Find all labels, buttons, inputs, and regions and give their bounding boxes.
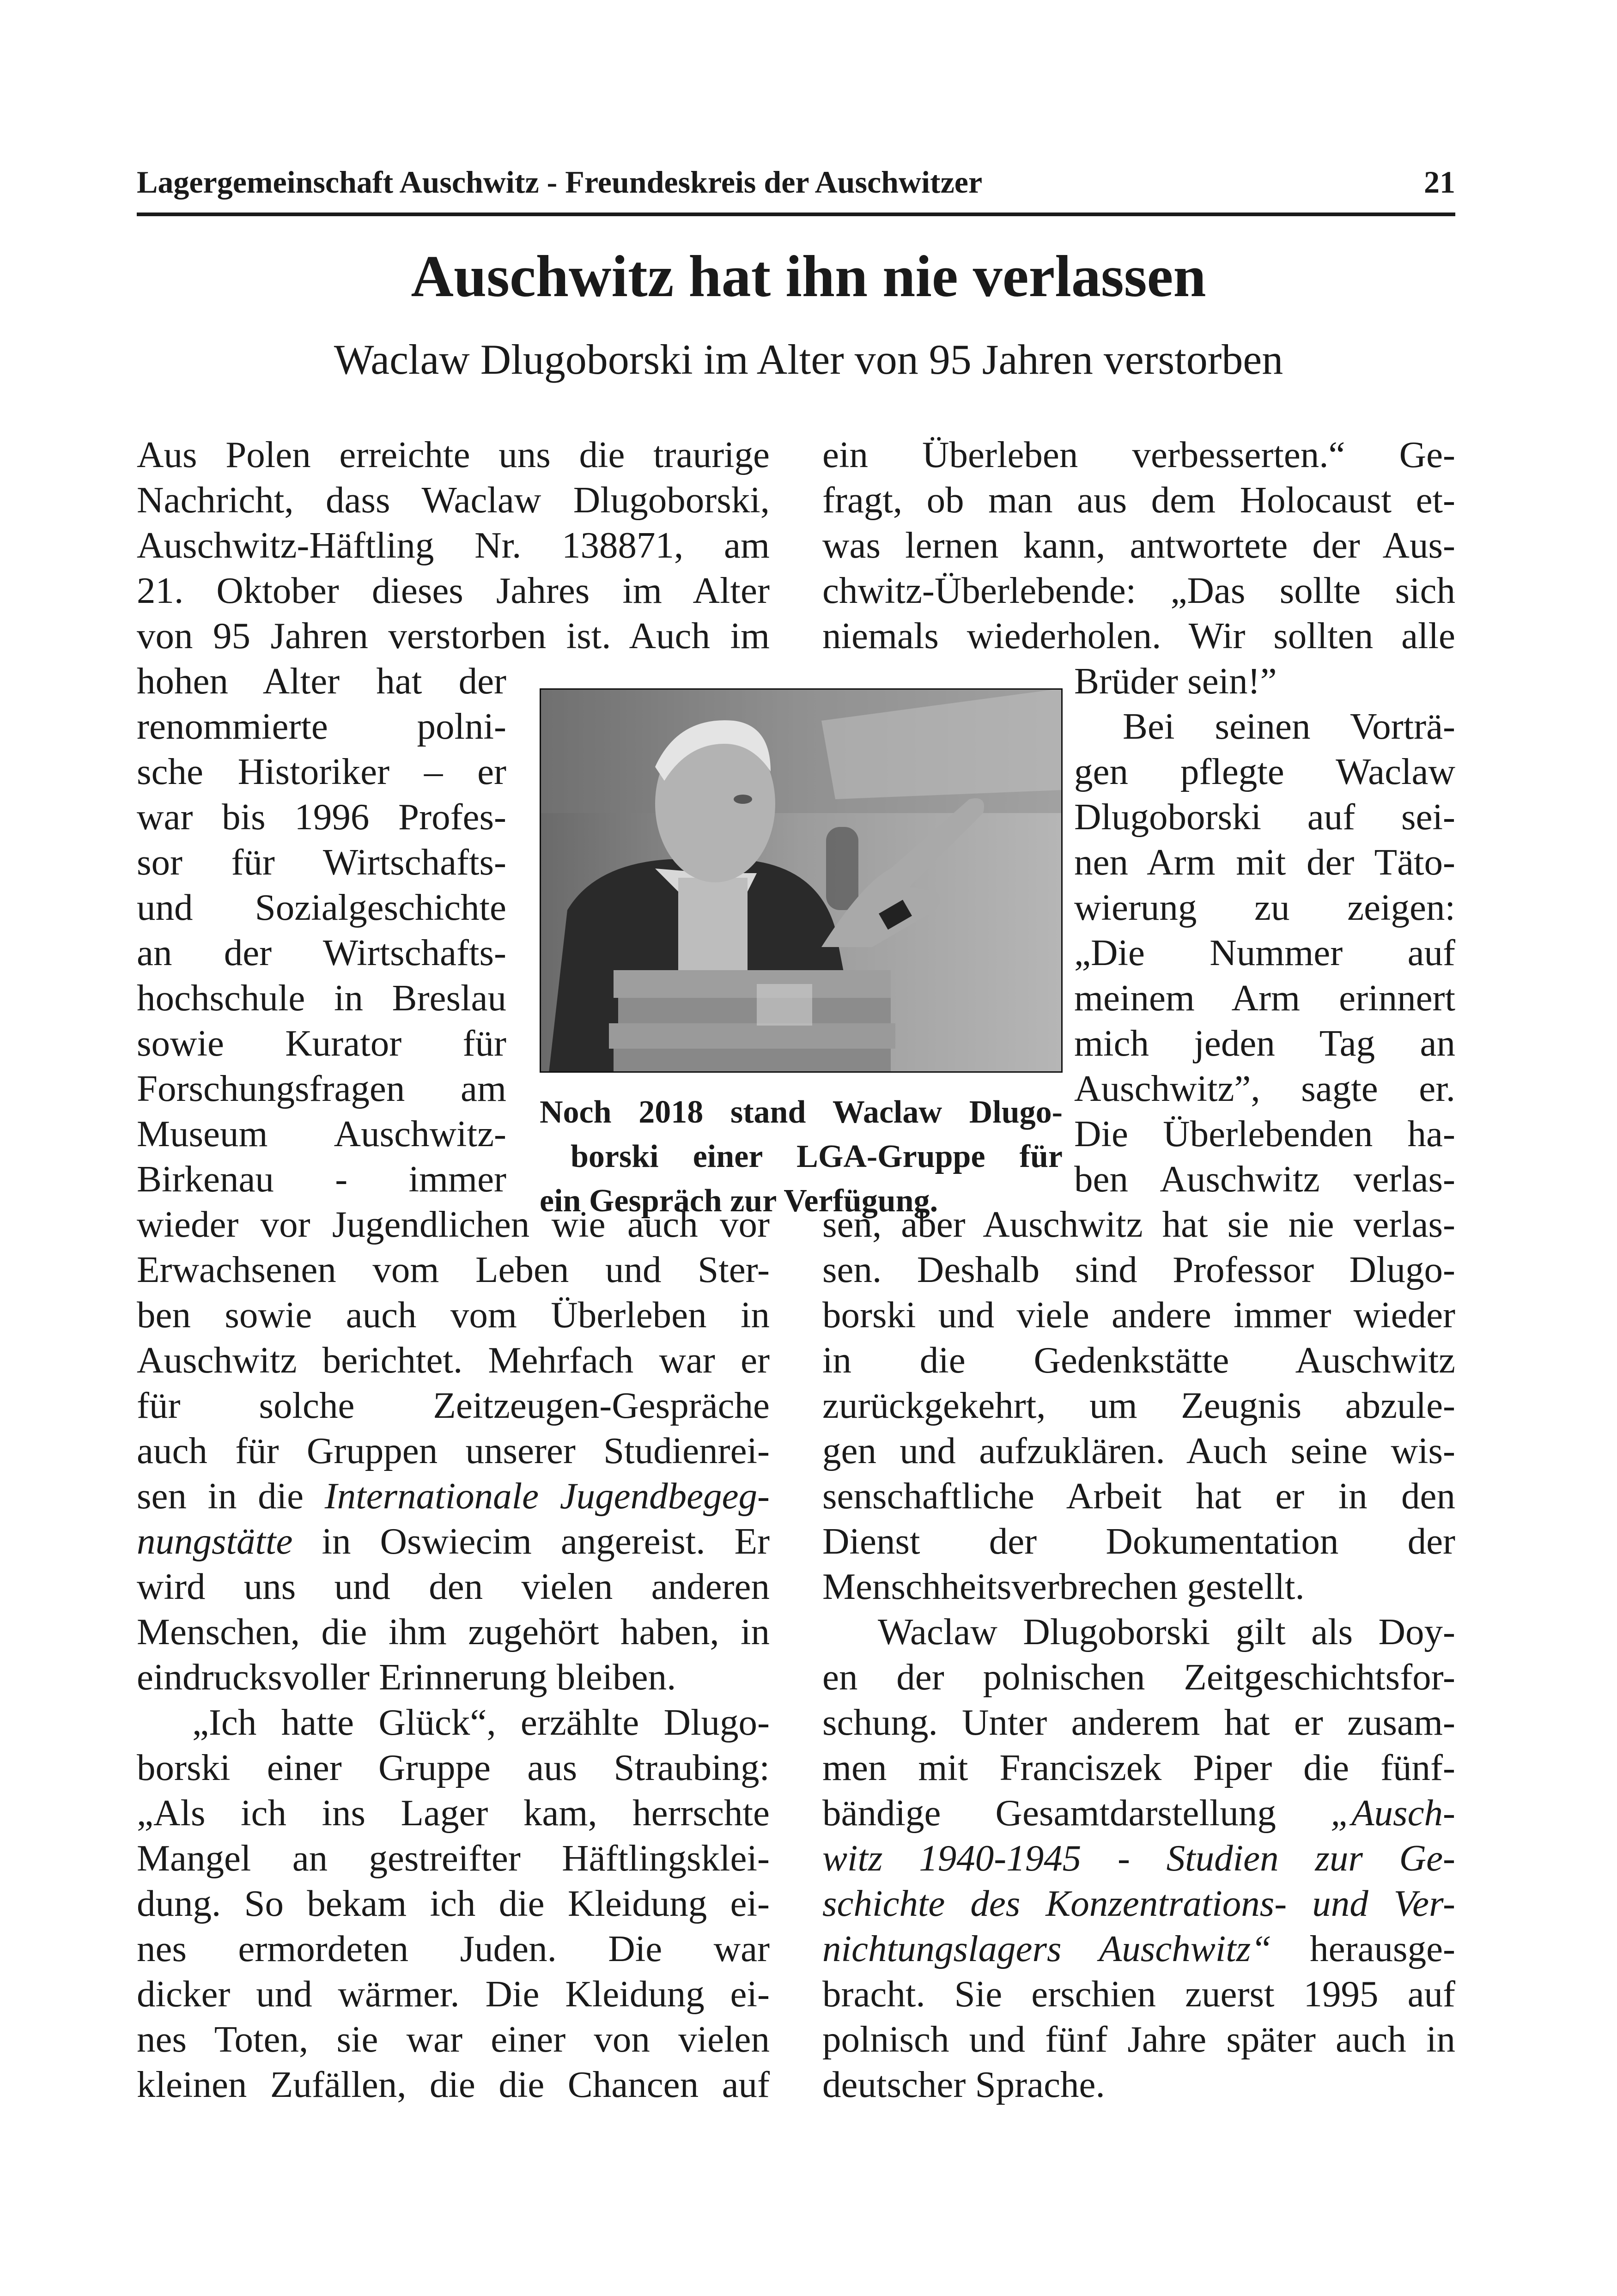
body-line: Birkenau - immer <box>137 1158 506 1200</box>
body-text-italic: nichtungslagers Auschwitz“ <box>822 1928 1272 1969</box>
body-line: ben Auschwitz verlas- <box>1074 1158 1455 1200</box>
article-photo <box>540 688 1063 1073</box>
body-text: herausge- <box>1271 1928 1455 1969</box>
body-line: hochschule in Breslau <box>137 977 506 1019</box>
body-line <box>822 1790 1455 1835</box>
body-line: sowie Kurator für <box>137 1022 506 1064</box>
body-text-italic: „Ausch- <box>1331 1792 1455 1834</box>
photo-caption-line: ein Gespräch zur Verfügung. <box>540 1183 938 1219</box>
body-line: Aus Polen erreichte uns die traurige <box>137 434 770 475</box>
body-line: von 95 Jahren verstorben ist. Auch im <box>137 615 770 656</box>
body-text-italic: Internationale Jugendbegeg- <box>324 1475 770 1517</box>
body-text: in Oswiecim angereist. Er <box>292 1520 770 1562</box>
body-line: eindrucksvoller Erinnerung bleiben. <box>137 1656 676 1698</box>
photo-image <box>540 688 1063 1073</box>
body-line: gen pflegte Waclaw <box>1074 751 1455 792</box>
body-line: was lernen kann, antwortete der Aus- <box>822 524 1455 566</box>
body-line: Museum Auschwitz- <box>137 1113 506 1154</box>
body-line: fragt, ob man aus dem Holocaust et- <box>822 479 1455 521</box>
body-line: Die Überlebenden ha- <box>1074 1113 1455 1154</box>
body-line: chwitz-Überlebende: „Das sollte sich <box>822 570 1455 611</box>
body-text-italic: nungstätte <box>137 1520 293 1562</box>
body-line: wieder vor Jugendlichen wie auch vor <box>137 1203 770 1245</box>
running-header: Lagergemeinschaft Auschwitz - Freundeskreis der Auschwitzer <box>137 164 983 200</box>
body-line: mich jeden Tag an <box>1074 1022 1455 1064</box>
body-line: Dlugoborski auf sei- <box>1074 796 1455 838</box>
body-line: kleinen Zufällen, die die Chancen auf <box>137 2064 770 2105</box>
body-line: nen Arm mit der Täto- <box>1074 841 1455 883</box>
body-line: zurückgekehrt, um Zeugnis abzule- <box>822 1385 1455 1426</box>
body-line: meinem Arm erinnert <box>1074 977 1455 1019</box>
body-text: bändige Gesamtdarstellung <box>822 1792 1331 1834</box>
body-line: renommierte polni- <box>137 705 506 747</box>
body-line: witz 1940-1945 - Studien zur Ge- <box>822 1837 1455 1879</box>
body-line: sche Historiker – er <box>137 751 506 792</box>
body-line: Brüder sein!” <box>1074 660 1277 702</box>
body-line: sen, aber Auschwitz hat sie nie verlas- <box>822 1203 1455 1245</box>
body-line: wierung zu zeigen: <box>1074 887 1455 928</box>
body-line: Erwachsenen vom Leben und Ster- <box>137 1249 770 1290</box>
photo-caption-line: Noch 2018 stand Waclaw Dlugo- <box>540 1094 1063 1130</box>
body-line: Nachricht, dass Waclaw Dlugoborski, <box>137 479 770 521</box>
body-line: borski und viele andere immer wieder <box>822 1294 1455 1336</box>
body-line: nes ermordeten Juden. Die war <box>137 1928 770 1969</box>
header-rule <box>137 213 1455 216</box>
body-line <box>137 1519 770 1564</box>
body-line: Bei seinen Vorträ- <box>1123 705 1455 747</box>
body-line: Menschheitsverbrechen gestellt. <box>822 1566 1305 1607</box>
body-line: niemals wiederholen. Wir sollten alle <box>822 615 1455 656</box>
body-line: en der polnischen Zeitgeschichtsfor- <box>822 1656 1455 1698</box>
body-line: ein Überleben verbesserten.“ Ge- <box>822 434 1455 475</box>
body-line: hohen Alter hat der <box>137 660 506 702</box>
body-line <box>822 1926 1455 1971</box>
body-line: schung. Unter anderem hat er zusam- <box>822 1701 1455 1743</box>
body-line: gen und aufzuklären. Auch seine wis- <box>822 1430 1455 1471</box>
body-line: und Sozialgeschichte <box>137 887 506 928</box>
body-line: sor für Wirtschafts- <box>137 841 506 883</box>
article-subtitle: Waclaw Dlugoborski im Alter von 95 Jahren verstorben <box>334 336 1283 383</box>
body-line: sen. Deshalb sind Professor Dlugo- <box>822 1249 1455 1290</box>
body-line: Dienst der Dokumentation der <box>822 1520 1455 1562</box>
page-number: 21 <box>1424 164 1455 200</box>
body-line: Menschen, die ihm zugehört haben, in <box>137 1611 770 1652</box>
body-line: 21. Oktober dieses Jahres im Alter <box>137 570 770 611</box>
body-line: deutscher Sprache. <box>822 2064 1105 2105</box>
body-line: bracht. Sie erschien zuerst 1995 auf <box>822 1973 1455 2015</box>
body-line: „Ich hatte Glück“, erzählte Dlugo- <box>192 1701 770 1743</box>
body-line: für solche Zeitzeugen-Gespräche <box>137 1385 770 1426</box>
body-line: borski einer Gruppe aus Straubing: <box>137 1747 770 1788</box>
body-line <box>137 1473 770 1519</box>
body-line: „Die Nummer auf <box>1074 932 1455 973</box>
body-line: Forschungsfragen am <box>137 1068 506 1109</box>
body-line: Auschwitz”, sagte er. <box>1074 1068 1455 1109</box>
body-line: dicker und wärmer. Die Kleidung ei- <box>137 1973 770 2015</box>
body-line: „Als ich ins Lager kam, herrschte <box>137 1792 770 1834</box>
body-line: wird uns und den vielen anderen <box>137 1566 770 1607</box>
article-title: Auschwitz hat ihn nie verlassen <box>411 243 1206 309</box>
body-line: schichte des Konzentrations- und Ver- <box>822 1883 1455 1924</box>
body-line: Mangel an gestreifter Häftlingsklei- <box>137 1837 770 1879</box>
body-line: war bis 1996 Profes- <box>137 796 506 838</box>
body-line: an der Wirtschafts- <box>137 932 506 973</box>
photo-caption-line: borski einer LGA-Gruppe für <box>571 1139 1063 1174</box>
body-line: nes Toten, sie war einer von vielen <box>137 2018 770 2060</box>
body-line: ben sowie auch vom Überleben in <box>137 1294 770 1336</box>
body-line: in die Gedenkstätte Auschwitz <box>822 1339 1455 1381</box>
body-text: sen in die <box>137 1475 325 1517</box>
body-line: Auschwitz-Häftling Nr. 138871, am <box>137 524 770 566</box>
body-line: auch für Gruppen unserer Studienrei- <box>137 1430 770 1471</box>
body-line: Auschwitz berichtet. Mehrfach war er <box>137 1339 770 1381</box>
body-line: Waclaw Dlugoborski gilt als Doy- <box>878 1611 1455 1652</box>
body-line: senschaftliche Arbeit hat er in den <box>822 1475 1455 1517</box>
body-line: dung. So bekam ich die Kleidung ei- <box>137 1883 770 1924</box>
body-line: men mit Franciszek Piper die fünf- <box>822 1747 1455 1788</box>
body-line: polnisch und fünf Jahre später auch in <box>822 2018 1455 2060</box>
